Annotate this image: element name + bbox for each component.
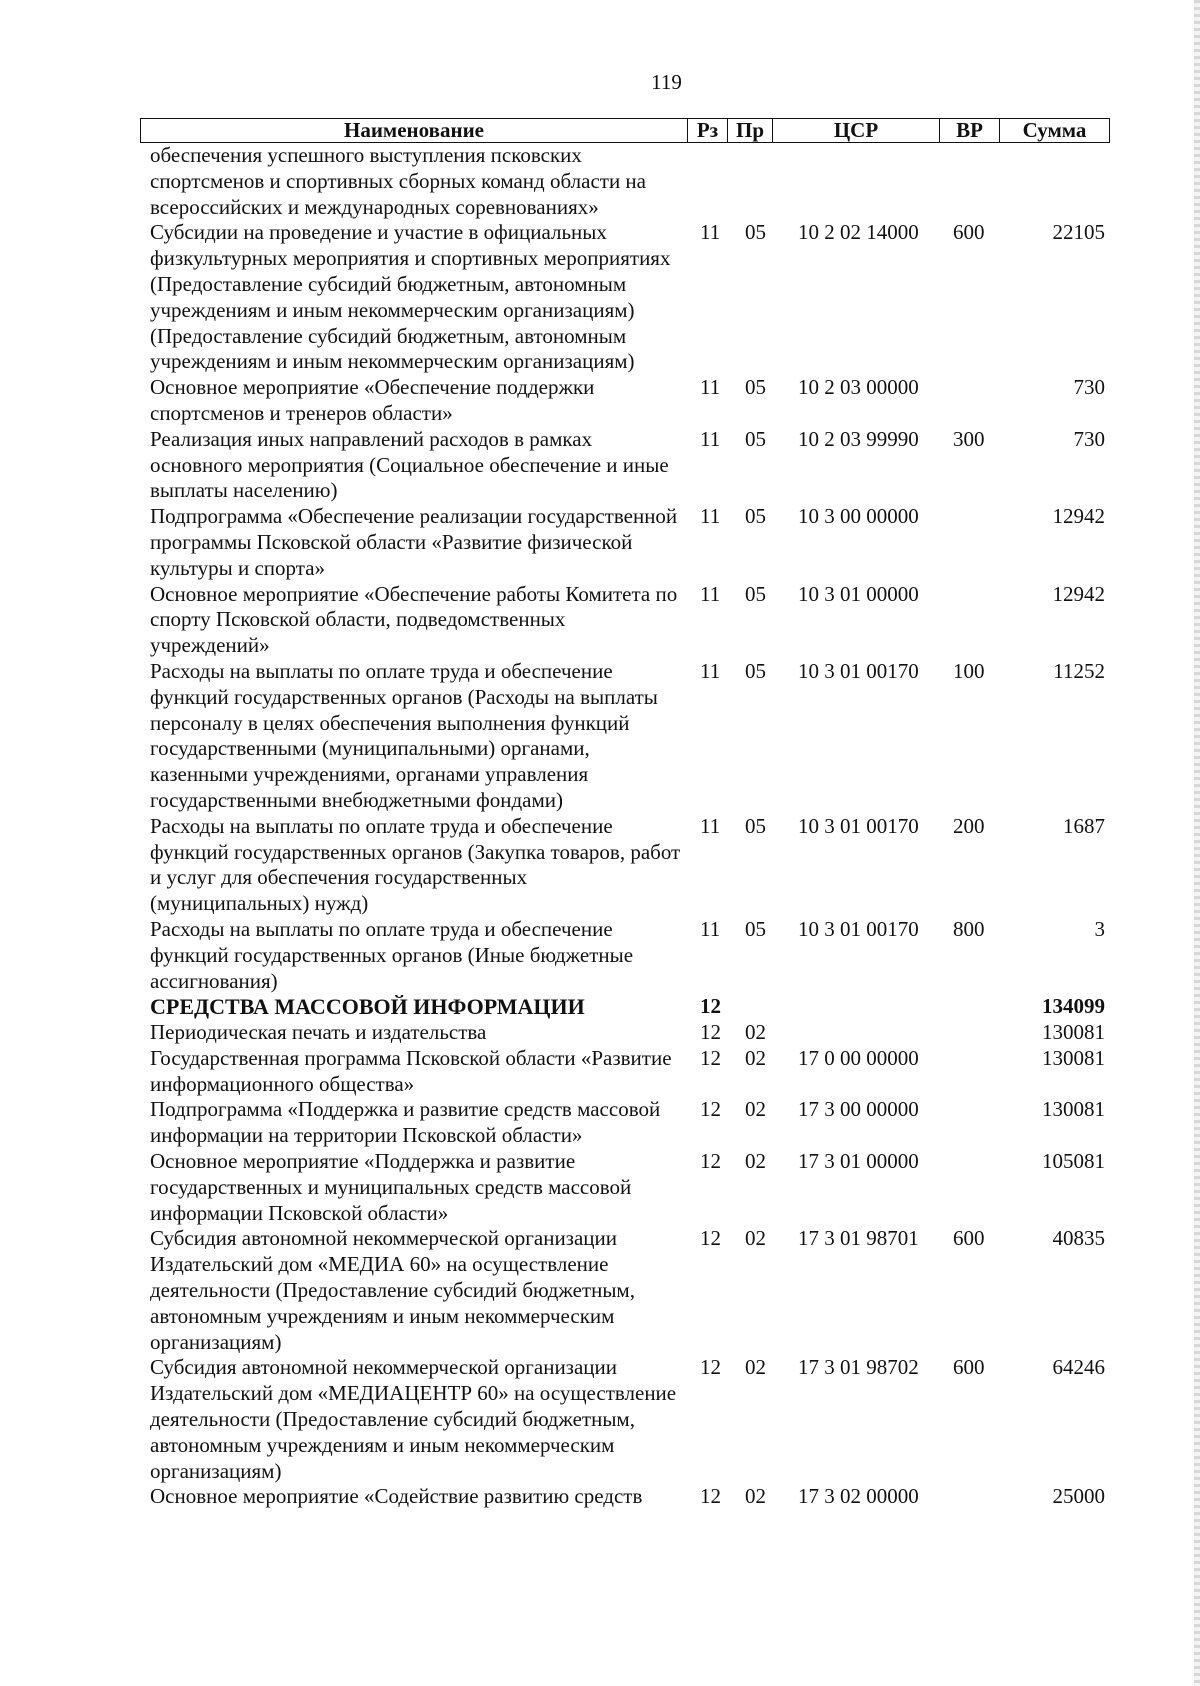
table-row [0, 143, 1200, 220]
cell-rz: 12 [700, 1149, 721, 1174]
cell-pr: 05 [745, 504, 766, 529]
table-header [140, 118, 1110, 143]
cell-csr: 17 3 00 00000 [798, 1097, 919, 1122]
cell-pr: 05 [745, 916, 766, 941]
table-row [0, 917, 1200, 994]
table-row [0, 1484, 1200, 1510]
header-sum: Сумма [1022, 118, 1087, 142]
cell-name: Основное мероприятие «Содействие развитию средств [150, 1484, 643, 1509]
cell-vr: 200 [953, 813, 985, 838]
cell-rz: 12 [700, 1045, 721, 1070]
cell-pr: 05 [745, 375, 766, 400]
table-row [0, 427, 1200, 504]
cell-pr: 02 [745, 1045, 766, 1070]
cell-name: СРЕДСТВА МАССОВОЙ ИНФОРМАЦИИ [150, 994, 585, 1020]
cell-rz: 12 [700, 1355, 721, 1380]
header-name: Наименование [141, 119, 688, 142]
cell-csr: 10 3 01 00170 [798, 658, 919, 683]
cell-sum: 130081 [1042, 1020, 1105, 1045]
cell-sum: 730 [1073, 426, 1105, 451]
cell-rz: 11 [700, 916, 721, 941]
cell-pr: 05 [745, 426, 766, 451]
cell-name: Государственная программа Псковской области «Развитие информационного общества» [150, 1045, 672, 1096]
cell-csr: 17 3 01 00000 [798, 1149, 919, 1174]
table-row [0, 582, 1200, 659]
cell-pr: 05 [745, 813, 766, 838]
cell-pr: 02 [745, 1149, 766, 1174]
cell-vr: 300 [953, 426, 985, 451]
cell-rz: 11 [700, 220, 721, 245]
cell-name: Основное мероприятие «Обеспечение работы Комитета по спорту Псковской области, подведомственных учреждений» [150, 581, 678, 658]
cell-csr: 17 0 00 00000 [798, 1045, 919, 1070]
cell-csr: 10 3 01 00170 [798, 916, 919, 941]
cell-csr: 10 3 01 00170 [798, 813, 919, 838]
cell-name: Реализация иных направлений расходов в рамках основного мероприятия (Социальное обеспечение и иные выплаты населению) [150, 426, 669, 503]
cell-rz: 11 [700, 504, 721, 529]
cell-csr: 17 3 02 00000 [798, 1484, 919, 1509]
cell-rz: 11 [700, 375, 721, 400]
cell-sum: 3 [1094, 916, 1105, 941]
table-row [0, 220, 1200, 375]
cell-sum: 105081 [1042, 1149, 1105, 1174]
cell-sum: 130081 [1042, 1097, 1105, 1122]
header-vr: ВР [940, 119, 1000, 142]
cell-name: обеспечения успешного выступления псковских спортсменов и спортивных сборных команд области на всероссийских и международных соревнованиях» [150, 143, 646, 219]
cell-rz: 12 [700, 1226, 721, 1251]
cell-sum: 25000 [1052, 1484, 1105, 1509]
cell-sum: 40835 [1052, 1226, 1105, 1251]
cell-rz: 11 [700, 658, 721, 683]
cell-rz: 12 [700, 994, 721, 1019]
cell-pr: 05 [745, 581, 766, 606]
cell-vr: 600 [953, 1355, 985, 1380]
cell-sum: 1687 [1063, 813, 1105, 838]
table-row [0, 659, 1200, 814]
cell-vr: 600 [953, 220, 985, 245]
cell-pr: 02 [745, 1020, 766, 1045]
cell-csr: 17 3 01 98702 [798, 1355, 919, 1380]
cell-csr: 17 3 01 98701 [798, 1226, 919, 1251]
cell-name: Субсидия автономной некоммерческой организации Издательский дом «МЕДИА 60» на осуществление деятельности (Предоставление субсидий бюджетным, автономным учреждениям и иным некоммерческим организациям) [150, 1226, 635, 1354]
cell-pr: 02 [745, 1097, 766, 1122]
cell-name: Периодическая печать и издательства [150, 1020, 487, 1045]
table-row [0, 814, 1200, 917]
cell-name: Расходы на выплаты по оплате труда и обеспечение функций государственных органов (Закупка товаров, работ и услуг для обеспечения государственных (муниципальных) нужд) [150, 813, 681, 916]
table-row [0, 1046, 1200, 1098]
cell-name: Основное мероприятие «Поддержка и развитие государственных и муниципальных средств массовой информации Псковской области» [150, 1149, 632, 1225]
table-row [0, 1355, 1200, 1484]
cell-name: Подпрограмма «Обеспечение реализации государственной программы Псковской области «Развитие физической культуры и спорта» [150, 504, 678, 580]
table-row [0, 504, 1200, 581]
cell-name: Субсидии на проведение и участие в официальных физкультурных мероприятия и спортивных мероприятиях (Предоставление субсидий бюджетным, автономным учреждениям и иным некоммерческим организациям) (Предоставление субсидий бюджетным, автономным учреждениям и иным некоммерческим организациям) [150, 220, 671, 374]
cell-csr: 10 2 03 00000 [798, 375, 919, 400]
table-row [0, 1097, 1200, 1149]
cell-sum: 12942 [1052, 504, 1105, 529]
cell-csr: 10 2 02 14000 [798, 220, 919, 245]
table-body [0, 143, 1200, 1510]
cell-rz: 11 [700, 426, 721, 451]
cell-rz: 11 [700, 813, 721, 838]
table-row [0, 375, 1200, 427]
cell-name: Субсидия автономной некоммерческой организации Издательский дом «МЕДИАЦЕНТР 60» на осуществление деятельности (Предоставление субсидий бюджетным, автономным учреждениям и иным некоммерческим организациям) [150, 1355, 677, 1483]
cell-pr: 05 [745, 658, 766, 683]
cell-name: Расходы на выплаты по оплате труда и обеспечение функций государственных органов (Расходы на выплаты персоналу в целях обеспечения выполнения функций государственными (муниципальными) органами, казенными учреждениями, органами управления государственными внебюджетными фондами) [150, 658, 658, 812]
cell-pr: 02 [745, 1484, 766, 1509]
scan-edge-shadow [1194, 0, 1200, 1686]
header-rz: Рз [688, 119, 728, 142]
header-csr: ЦСР [773, 119, 940, 142]
cell-csr: 10 2 03 99990 [798, 426, 919, 451]
cell-pr: 02 [745, 1355, 766, 1380]
cell-pr: 05 [745, 220, 766, 245]
table-row [0, 1149, 1200, 1226]
cell-rz: 12 [700, 1020, 721, 1045]
cell-sum: 134099 [1042, 994, 1105, 1019]
cell-name: Основное мероприятие «Обеспечение поддержки спортсменов и тренеров области» [150, 375, 595, 425]
page-number: 119 [651, 70, 682, 94]
cell-sum: 22105 [1052, 220, 1105, 245]
cell-vr: 600 [953, 1226, 985, 1251]
cell-pr: 02 [745, 1226, 766, 1251]
cell-sum: 64246 [1052, 1355, 1105, 1380]
cell-sum: 730 [1073, 375, 1105, 400]
cell-vr: 800 [953, 916, 985, 941]
section-row [0, 994, 1200, 1020]
cell-rz: 12 [700, 1097, 721, 1122]
header-pr: Пр [728, 119, 773, 142]
cell-sum: 12942 [1052, 581, 1105, 606]
cell-vr: 100 [953, 658, 985, 683]
cell-name: Расходы на выплаты по оплате труда и обеспечение функций государственных органов (Иные бюджетные ассигнования) [150, 916, 634, 993]
cell-csr: 10 3 01 00000 [798, 581, 919, 606]
cell-sum: 130081 [1042, 1045, 1105, 1070]
cell-csr: 10 3 00 00000 [798, 504, 919, 529]
cell-rz: 12 [700, 1484, 721, 1509]
table-row [0, 1226, 1200, 1355]
table-row [0, 1020, 1200, 1046]
cell-rz: 11 [700, 581, 721, 606]
cell-sum: 11252 [1053, 658, 1105, 683]
cell-name: Подпрограмма «Поддержка и развитие средств массовой информации на территории Псковской области» [150, 1097, 661, 1148]
